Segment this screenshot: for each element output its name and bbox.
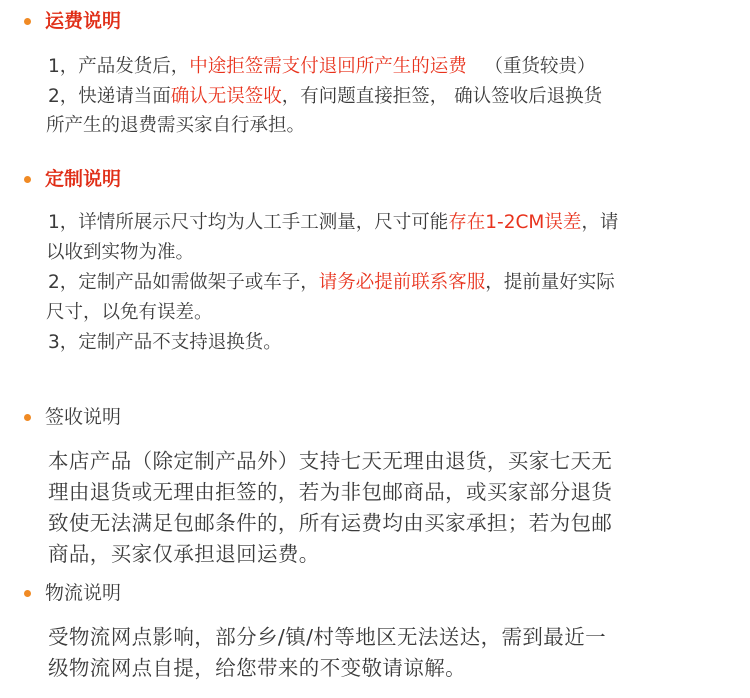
bullet-dot-icon (24, 590, 31, 597)
body-line (48, 82, 718, 112)
section-heading (24, 8, 121, 34)
text-span: ，有问题直接拒签， 确认签收后退换货 (281, 85, 603, 107)
section-heading (24, 580, 121, 606)
text-span: 致使无法满足包邮条件的，所有运费均由买家承担；若为包邮 (48, 511, 613, 535)
section-body (48, 446, 718, 570)
bullet-dot-icon (24, 18, 31, 25)
body-line (48, 477, 718, 508)
text-span: 2，快递请当面 (48, 85, 171, 107)
bullet-dot-icon (24, 414, 31, 421)
body-line (48, 622, 718, 653)
body-line (48, 328, 718, 358)
text-span: 级物流网点自提，给您带来的不变敬请谅解。 (48, 656, 466, 680)
section-heading (24, 404, 121, 430)
text-span: 本店产品（除定制产品外）支持七天无理由退货，买家七天无 (48, 449, 613, 473)
text-span: 商品，买家仅承担退回运费。 (48, 542, 320, 566)
section-title: 签收说明 (45, 406, 122, 428)
highlight-text: 存在1-2CM误差 (448, 212, 582, 233)
text-span: 受物流网点影响，部分乡/镇/村等地区无法送达，需到最近一 (48, 625, 607, 649)
highlight-text: 确认无误签收 (170, 85, 282, 107)
text-span: 1，产品发货后， (48, 56, 190, 77)
section-title: 定制说明 (45, 168, 122, 190)
section-body (48, 208, 718, 358)
text-span: ，请 (581, 212, 619, 233)
section-title: 运费说明 (45, 10, 122, 32)
body-line (48, 653, 718, 684)
text-span: 所产生的退费需买家自行承担。 (46, 115, 306, 136)
section-body (48, 622, 718, 684)
section-body (48, 52, 718, 141)
body-line (46, 298, 718, 328)
text-span: 理由退货或无理由拒签的，若为非包邮商品，或买家部分退货 (48, 480, 613, 504)
text-span: 3，定制产品不支持退换货。 (48, 332, 282, 353)
text-span: ，提前量好实际 (485, 272, 615, 293)
body-line (48, 208, 718, 238)
section-title: 物流说明 (45, 582, 122, 604)
text-span: 以收到实物为准。 (46, 242, 195, 263)
body-line (46, 111, 718, 141)
text-span: 1，详情所展示尺寸均为人工手工测量，尺寸可能 (48, 212, 449, 233)
body-line (48, 52, 718, 82)
text-span: 尺寸，以免有误差。 (46, 302, 213, 323)
body-line (48, 268, 718, 298)
text-span: 2，定制产品如需做架子或车子， (48, 272, 319, 293)
body-line (46, 238, 718, 268)
body-line (48, 446, 718, 477)
body-line (48, 508, 718, 539)
highlight-text: 中途拒签需支付退回所产生的运费 (189, 56, 467, 77)
bullet-dot-icon (24, 176, 31, 183)
text-span: （重货较贵） (466, 56, 596, 77)
body-line (48, 539, 718, 570)
highlight-text: 请务必提前联系客服 (318, 272, 486, 293)
section-heading (24, 166, 121, 192)
